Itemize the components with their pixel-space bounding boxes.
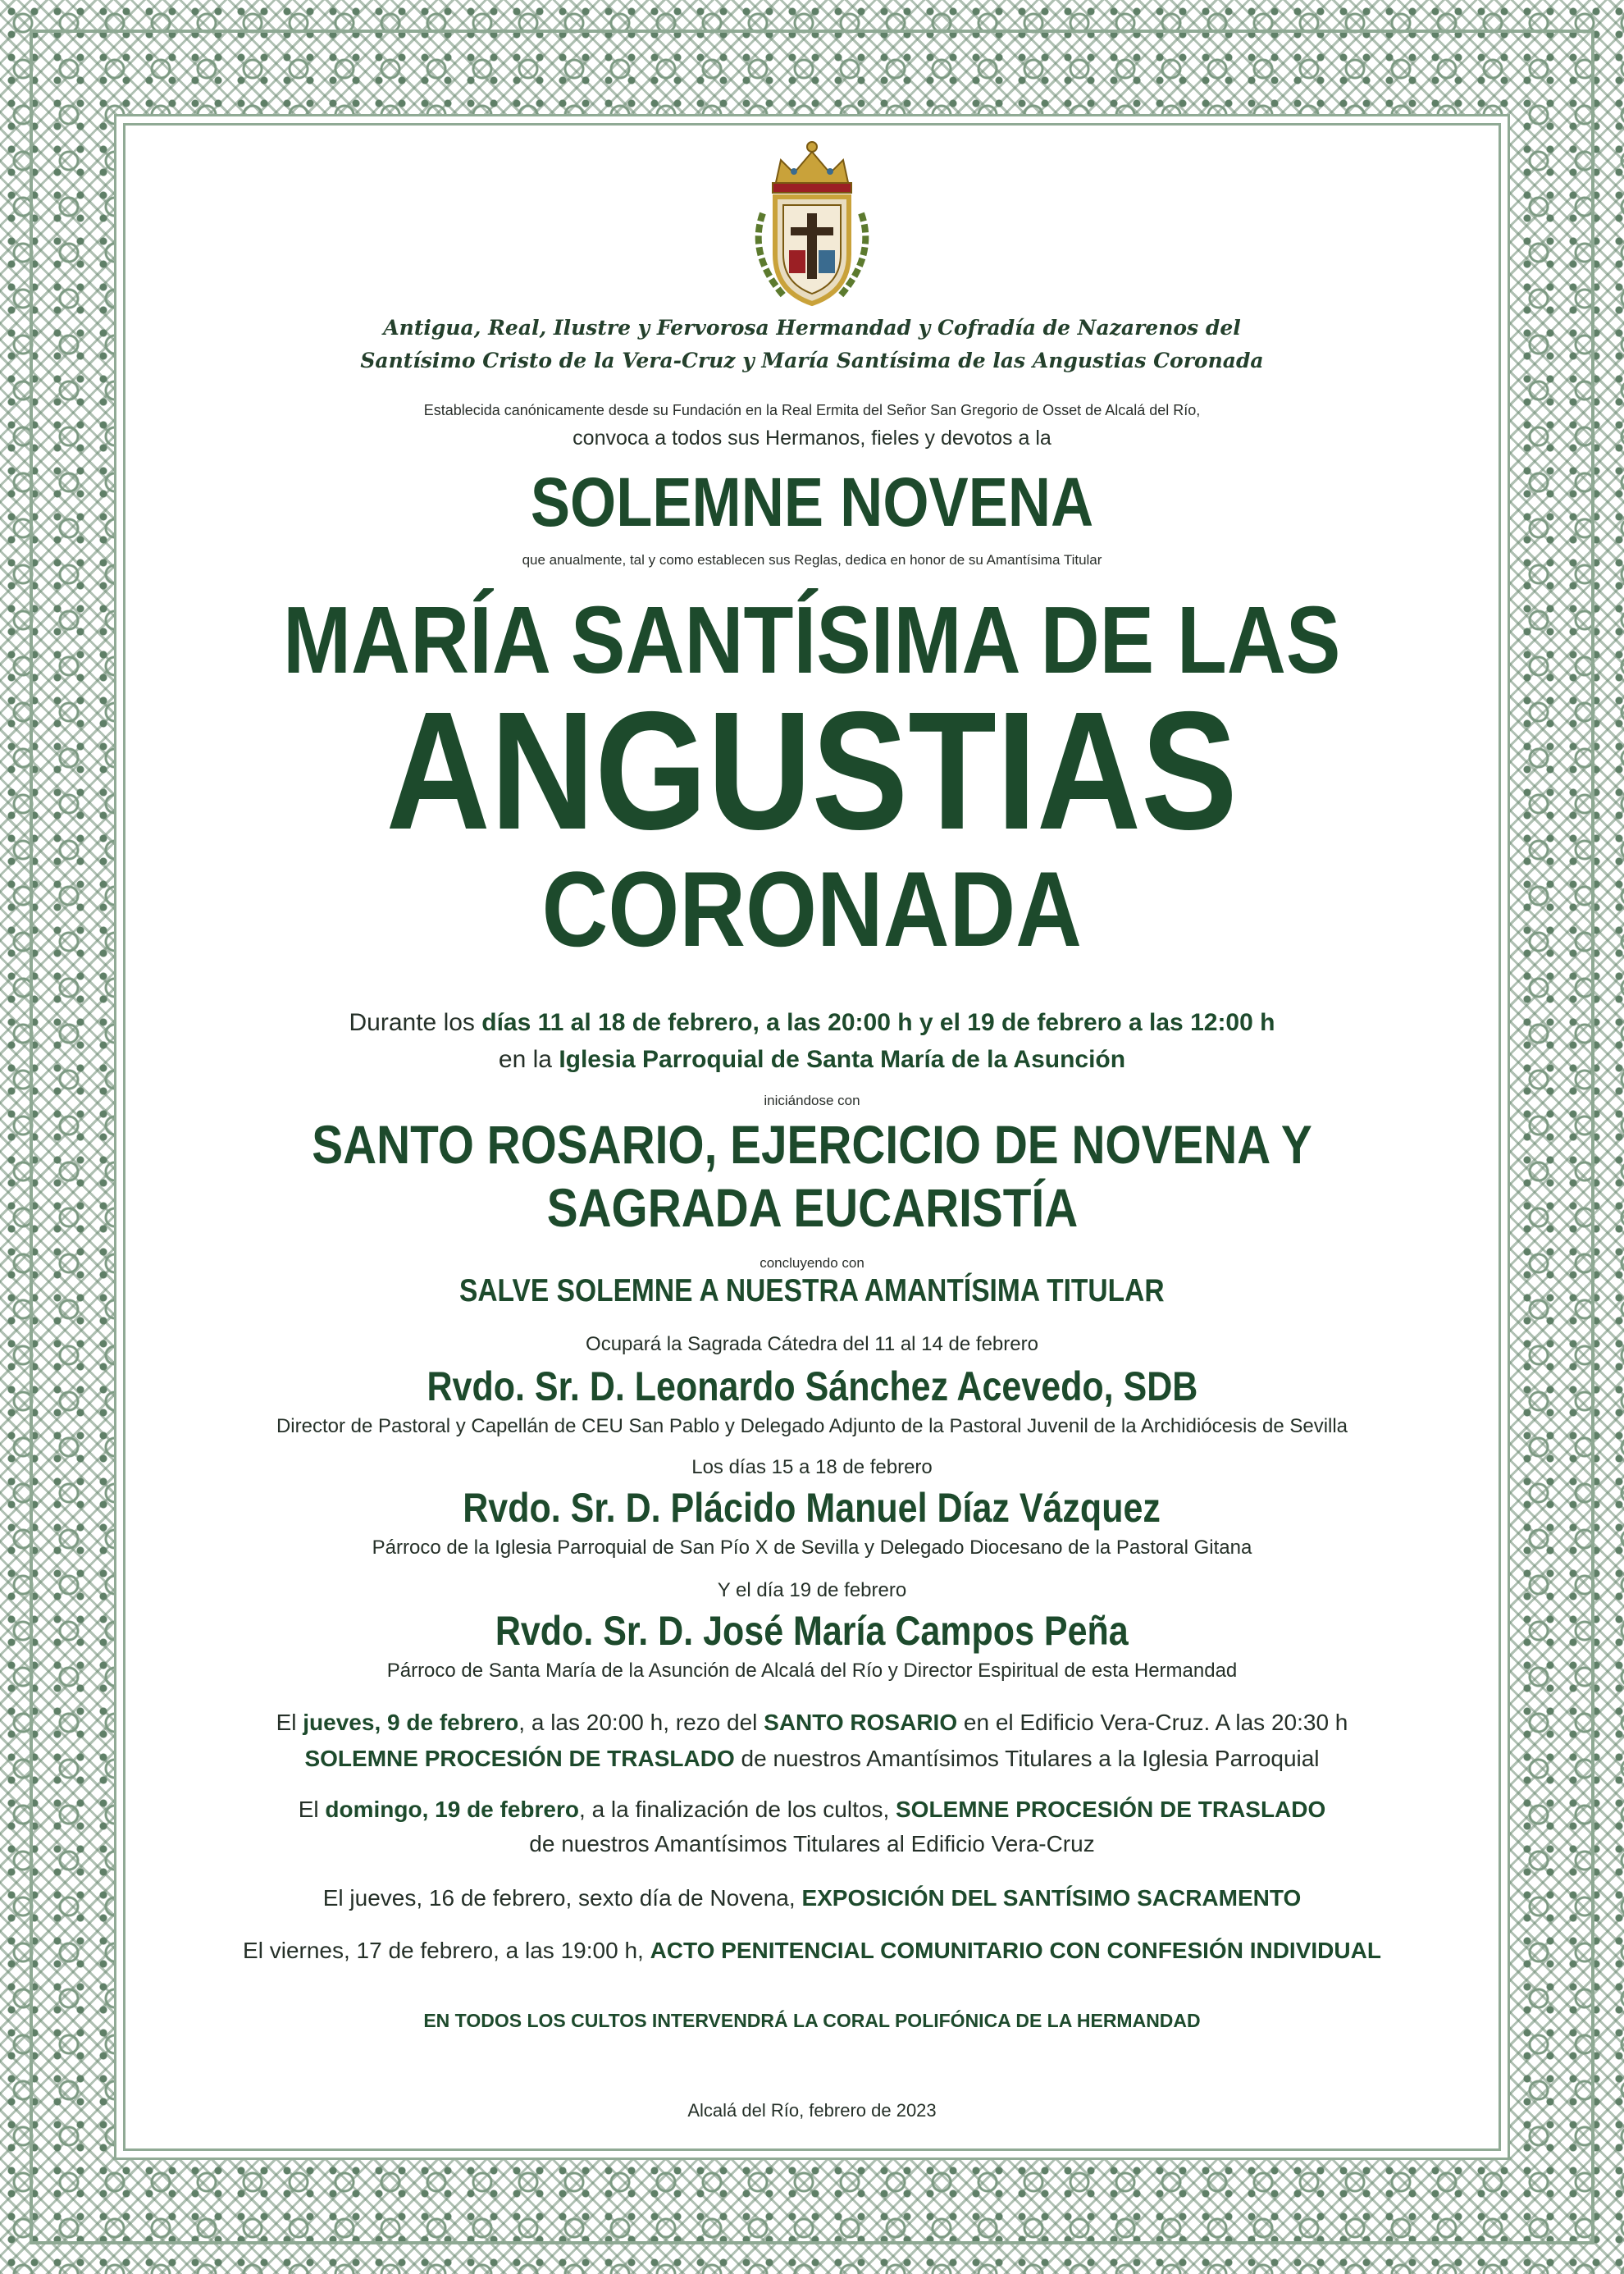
schedule-dates: Durante los días 11 al 18 de febrero, a las 20:00 h y el 19 de febrero a las 12:00 h [349,1009,1275,1036]
concluding-text: concluyendo con [760,1255,864,1271]
preacher-2-name: Rvdo. Sr. D. Plácido Manuel Díaz Vázquez [463,1485,1161,1531]
established-text: Establecida canónicamente desde su Fundación en la Real Ermita del Señor San Gregorio de Osset de Alcalá del Río, [423,402,1201,418]
footer-date: Alcalá del Río, febrero de 2023 [687,2100,937,2121]
starting-text: iniciándose con [764,1093,860,1108]
title-line2-angustias: ANGUSTIAS [385,677,1239,865]
title-line3-coronada: CORONADA [541,849,1083,969]
event-3: El jueves, 16 de febrero, sexto día de Novena, EXPOSICIÓN DEL SANTÍSIMO SACRAMENTO [322,1885,1302,1911]
solemne-novena-text: SOLEMNE NOVENA [530,463,1094,541]
exercise-line1: SANTO ROSARIO, EJERCICIO DE NOVENA Y [312,1114,1312,1175]
exercise-line2: SAGRADA EUCARISTÍA [546,1177,1078,1238]
convoca-text: convoca a todos sus Hermanos, fieles y devotos a la [573,427,1051,450]
event-2-line1: El domingo, 19 de febrero, a la finalización de los cultos, SOLEMNE PROCESIÓN DE TRASLADO [298,1797,1326,1822]
coral-note: EN TODOS LOS CULTOS INTERVENDRÁ LA CORAL POLIFÓNICA DE LA HERMANDAD [423,2010,1201,2031]
event-1-line1: El jueves, 9 de febrero, a las 20:00 h, rezo del SANTO ROSARIO en el Edificio Vera-Cruz. A las 20:30 h [276,1710,1348,1735]
preacher-1-role: Director de Pastoral y Capellán de CEU San Pablo y Delegado Adjunto de la Pastoral Juvenil de la Archidiócesis de Sevilla [276,1415,1348,1437]
preacher-3-role: Párroco de Santa María de la Asunción de Alcalá del Río y Director Espiritual de esta Hermandad [386,1660,1238,1682]
poster-content [131,131,1493,2143]
preacher-3-name: Rvdo. Sr. D. José María Campos Peña [495,1608,1129,1654]
event-1-line2: SOLEMNE PROCESIÓN DE TRASLADO de nuestros Amantísimos Titulares a la Iglesia Parroquial [304,1746,1320,1771]
preacher-3-intro: Y el día 19 de febrero [717,1579,907,1601]
solemne-novena-title [131,461,1493,543]
title-line1: MARÍA SANTÍSIMA DE LAS [283,587,1341,693]
preacher-2-intro: Los días 15 a 18 de febrero [691,1456,933,1478]
preacher-2-role: Párroco de la Iglesia Parroquial de San Pío X de Sevilla y Delegado Diocesano de la Pastoral Gitana [372,1537,1252,1559]
schedule-place: en la Iglesia Parroquial de Santa María de la Asunción [498,1046,1126,1073]
event-2-line2: de nuestros Amantísimos Titulares al Edificio Vera-Cruz [529,1831,1095,1856]
event-4: El viernes, 17 de febrero, a las 19:00 h, ACTO PENITENCIAL COMUNITARIO CON CONFESIÓN INDIVIDUAL [243,1938,1381,1963]
brotherhood-name-line2: Santísimo Cristo de la Vera-Cruz y María Santísima de las Angustias Coronada [360,349,1264,372]
salve-title: SALVE SOLEMNE A NUESTRA AMANTÍSIMA TITULAR [459,1273,1165,1308]
preacher-1-intro: Ocupará la Sagrada Cátedra del 11 al 14 de febrero [586,1333,1038,1355]
preacher-1-name: Rvdo. Sr. D. Leonardo Sánchez Acevedo, SDB [427,1363,1197,1409]
brotherhood-crest-icon [738,135,886,312]
brotherhood-name-line1: Antigua, Real, Ilustre y Fervorosa Hermandad y Cofradía de Nazarenos del [383,316,1241,340]
dedication-text: que anualmente, tal y como establecen sus Reglas, dedica en honor de su Amantísima Titular [522,552,1102,568]
